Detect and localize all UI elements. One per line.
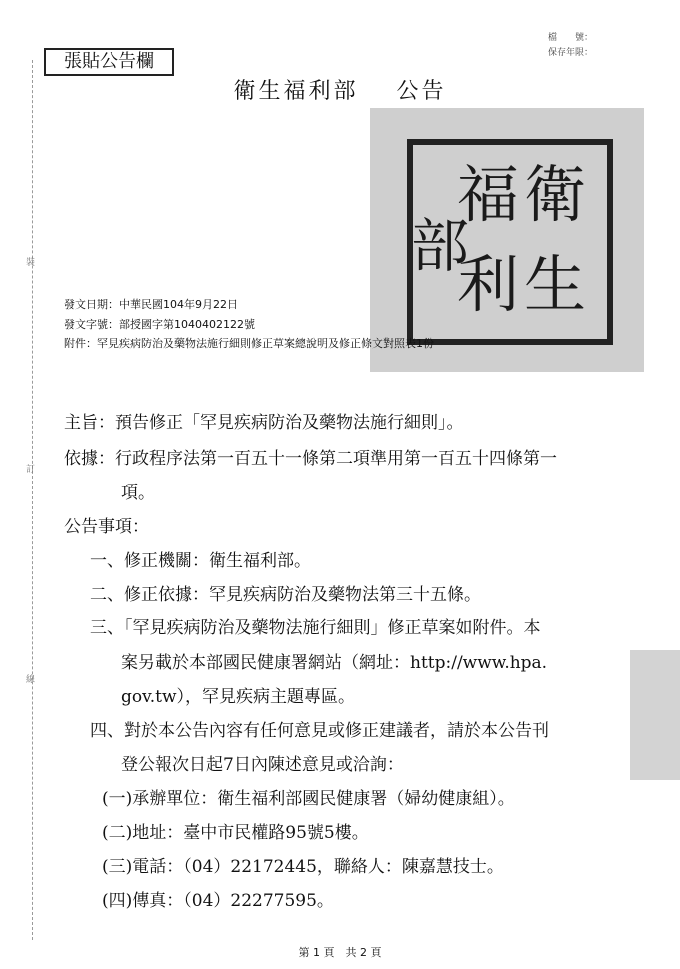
item-4-line-2: 登公報次日起7日內陳述意見或洽詢：: [121, 755, 404, 775]
seal-char-5: 部: [410, 212, 470, 280]
item-3-line-1: 三、「罕見疾病防治及藥物法施行細則」修正草案如附件。本: [90, 618, 541, 638]
seal-char-3: 福: [456, 158, 520, 231]
issue-date: 發文日期：中華民國104年9月22日: [64, 298, 238, 311]
document-type: 公告: [396, 79, 447, 104]
seal-char-4: 利: [456, 248, 520, 321]
binding-line: [32, 60, 33, 940]
binding-mark-middle: 訂: [26, 465, 36, 475]
binding-mark-bottom: 線: [26, 675, 36, 685]
document-number: 發文字號：部授國字第1040402122號: [64, 318, 255, 331]
page-title: [0, 74, 680, 105]
agency-name: 衛生福利部: [233, 79, 359, 104]
basis-line-2: 項。: [121, 483, 155, 503]
sub-item-4: (四)傳真：（04）22277595。: [102, 891, 334, 911]
file-number-label: 檔 號：: [548, 33, 594, 43]
binding-mark-top: 裝: [26, 258, 36, 268]
item-3-line-3: gov.tw），罕見疾病主題專區。: [121, 687, 355, 707]
basis-line-1: 依據：行政程序法第一百五十一條第二項準用第一百五十四條第一: [64, 449, 557, 469]
sub-item-1: (一)承辦單位：衛生福利部國民健康署（婦幼健康組）。: [102, 789, 515, 809]
retention-period-label: 保存年限：: [548, 48, 594, 58]
seal-graphic: [370, 108, 644, 372]
attachment-note: 附件：罕見疾病防治及藥物法施行細則修正草案總說明及修正條文對照表1份: [64, 337, 434, 350]
notice-board-label: 張貼公告欄: [44, 48, 174, 76]
sub-item-2: (二)地址：臺中市民權路95號5樓。: [102, 823, 369, 843]
item-2: 二、修正依據：罕見疾病防治及藥物法第三十五條。: [90, 585, 481, 605]
page-number: 第 1 頁 共 2 頁: [298, 946, 382, 959]
seal-char-2: 生: [523, 248, 587, 321]
item-1: 一、修正機關：衛生福利部。: [90, 551, 311, 571]
subject-line: 主旨：預告修正「罕見疾病防治及藥物法施行細則」。: [64, 413, 464, 433]
item-3-line-2: 案另載於本部國民健康署網站（網址：http://www.hpa.: [121, 653, 548, 673]
sub-item-3: (三)電話：（04）22172445，聯絡人：陳嘉慧技士。: [102, 857, 504, 877]
notice-heading: 公告事項：: [64, 517, 149, 537]
seal-char-1: 衛: [523, 158, 587, 231]
official-seal: [370, 108, 644, 372]
item-4-line-1: 四、對於本公告內容有任何意見或修正建議者，請於本公告刊: [90, 721, 549, 741]
stamp-edge: [630, 650, 680, 780]
